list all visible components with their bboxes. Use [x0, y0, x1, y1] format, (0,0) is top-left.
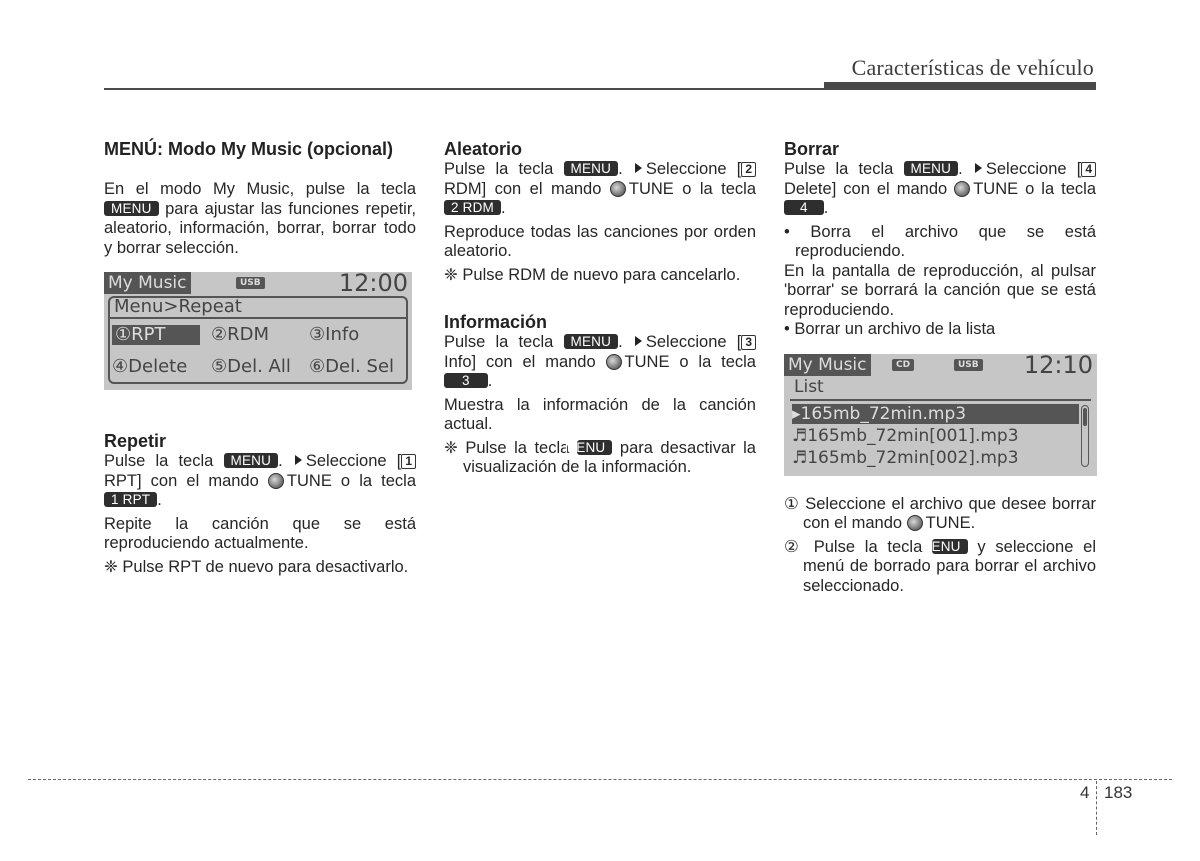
screen-divider	[110, 317, 406, 319]
header-rule-accent	[824, 82, 1096, 90]
section-heading-my-music: MENÚ: Modo My Music (opcional)	[104, 139, 393, 159]
column-3	[784, 138, 1096, 596]
screen-option-rdm: ②RDM	[211, 324, 270, 345]
cd-badge: CD	[892, 359, 914, 371]
menu-key: MENU	[904, 161, 959, 176]
borrar-instructions: Pulse la tecla MENU . Seleccione [ 4 Delete] con el mando TUNE o la tecla 4 .	[784, 160, 1096, 217]
informacion-instructions: Pulse la tecla MENU . Seleccione [ 3 Info] con el mando TUNE o la tecla 3 .	[444, 333, 756, 390]
menu-key: MENU	[104, 201, 159, 216]
screen-option-info: ③Info	[309, 324, 360, 345]
section-heading-informacion: Información	[444, 312, 548, 332]
menu-key: MENU	[224, 453, 279, 468]
page-number: 183	[1104, 783, 1133, 802]
borrar-bullet-2: • Borrar un archivo de la lista	[784, 320, 996, 338]
step-1: ① Seleccione el archivo que desee borrar con el mando TUNE.	[784, 494, 1096, 532]
header-rule	[104, 88, 824, 90]
tune-knob-icon	[610, 181, 626, 197]
usb-badge: USB	[236, 277, 265, 289]
number-box-icon: 3	[741, 335, 756, 350]
number-box-icon: 2	[741, 162, 756, 177]
arrow-right-icon	[975, 163, 982, 173]
scrollbar-thumb	[1083, 408, 1087, 426]
screen-menu-repeat	[104, 272, 412, 390]
delete-key: 4	[784, 200, 824, 215]
arrow-right-icon	[635, 336, 642, 346]
menu-key: MENU	[564, 161, 619, 176]
column-1	[104, 138, 416, 577]
usb-badge: USB	[954, 359, 983, 371]
section-heading-aleatorio: Aleatorio	[444, 139, 523, 159]
tune-knob-icon	[606, 354, 622, 370]
number-box-icon: 1	[401, 454, 416, 469]
menu-key: MENU	[564, 334, 619, 349]
repetir-description: Repite la canción que se está reproduciendo actualmente.	[104, 514, 416, 552]
tune-knob-icon	[268, 473, 284, 489]
screen-clock: 12:00	[338, 272, 408, 297]
borrar-description: En la pantalla de reproducción, al pulsar 'borrar' se borrará la canción que se está reproduciendo.	[784, 261, 1096, 319]
tune-knob-icon	[954, 181, 970, 197]
screen-divider	[790, 399, 1091, 401]
arrow-right-icon	[295, 455, 302, 465]
screen-option-del-all: ⑤Del. All	[211, 356, 291, 377]
screen-option-rpt: ①RPT	[112, 325, 200, 345]
section-heading-repetir: Repetir	[104, 431, 167, 451]
info-key: 3	[444, 373, 488, 388]
repetir-note: ❈ Pulse RPT de nuevo para desactivarlo.	[104, 557, 409, 576]
aleatorio-description: Reproduce todas las canciones por orden aleatorio.	[444, 222, 756, 260]
menu-key: MENU	[577, 440, 613, 455]
page-header-title: Características de vehículo	[851, 55, 1094, 80]
screen-option-delete: ④Delete	[112, 356, 188, 377]
scrollbar	[1081, 405, 1089, 467]
screen-mode-label: My Music	[784, 354, 871, 376]
informacion-description: Muestra la información de la canción actual.	[444, 395, 756, 433]
informacion-note: ❈ Pulse la tecla MENU para desactivar la visualización de la información.	[444, 438, 756, 476]
section-heading-borrar: Borrar	[784, 139, 840, 159]
arrow-right-icon	[635, 163, 642, 173]
screen-clock: 12:10	[1023, 353, 1093, 379]
list-item: ♬165mb_72min[002].mp3	[792, 447, 1019, 468]
chapter-number: 4	[1080, 783, 1090, 802]
tune-knob-icon	[907, 515, 923, 531]
number-box-icon: 4	[1081, 162, 1096, 177]
aleatorio-note: ❈ Pulse RDM de nuevo para cancelarlo.	[444, 265, 741, 284]
screen-list	[784, 354, 1097, 476]
screen-mode-label: My Music	[104, 272, 191, 294]
step-2: ② Pulse la tecla MENU y seleccione el menú de borrado para borrar el archivo seleccionado.	[784, 537, 1096, 595]
repetir-instructions: Pulse la tecla MENU . Seleccione [ 1 RPT] con el mando TUNE o la tecla 1 RPT .	[104, 452, 417, 509]
column-2	[444, 138, 756, 478]
list-item: ▸165mb_72min.mp3	[792, 404, 1079, 424]
screen-menu-title: Menu>Repeat	[114, 296, 242, 317]
footer-divider	[28, 779, 1172, 780]
rpt-key: 1 RPT	[104, 492, 157, 507]
screen-option-del-sel: ⑥Del. Sel	[309, 356, 395, 377]
rdm-key: 2 RDM	[444, 200, 501, 215]
menu-key: MENU	[932, 539, 968, 554]
screen-list-title: List	[794, 376, 824, 397]
intro-paragraph: En el modo My Music, pulse la tecla MENU para ajustar las funciones repetir, aleatorio, información, borrar, borrar todo y borrar selección.	[104, 180, 416, 257]
borrar-bullet-1: • Borra el archivo que se está reproduciendo.	[784, 222, 1096, 260]
footer-vertical-divider	[1096, 781, 1097, 835]
list-item: ♬165mb_72min[001].mp3	[792, 425, 1019, 446]
aleatorio-instructions: Pulse la tecla MENU . Seleccione [ 2 RDM] con el mando TUNE o la tecla 2 RDM .	[444, 160, 756, 217]
